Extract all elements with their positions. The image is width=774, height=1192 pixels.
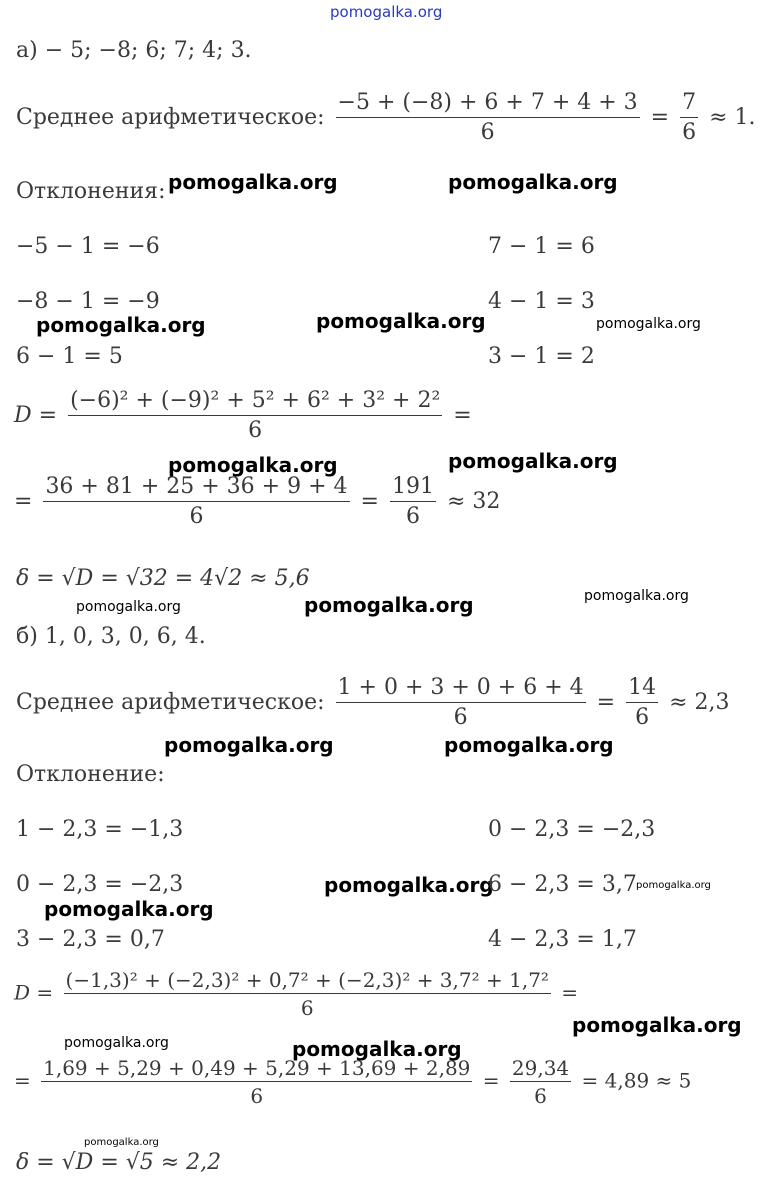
equals-sign: = — [561, 980, 579, 1005]
variance-sum-fraction — [43, 476, 349, 528]
watermark: pomogalka.org — [304, 593, 474, 617]
part-a-variance — [14, 390, 472, 442]
watermark: pomogalka.org — [636, 880, 711, 891]
fraction-denominator: 6 — [682, 120, 697, 145]
mean-result-fraction — [626, 677, 658, 729]
dev-left-0: 1 − 2,3 = −1,3 — [16, 817, 184, 842]
watermark: pomogalka.org — [448, 449, 618, 473]
fraction-denominator: 6 — [480, 120, 495, 145]
equals-sign: = — [453, 403, 472, 428]
dev-right-0: 0 − 2,3 = −2,3 — [488, 817, 656, 842]
equals-sign: = — [482, 1068, 500, 1093]
variance-symbol: D — [14, 403, 32, 428]
fraction-denominator: 6 — [635, 705, 650, 730]
watermark: pomogalka.org — [324, 873, 494, 897]
part-b-std-dev: δ = √D = √5 ≈ 2,2 — [16, 1150, 222, 1175]
equals-sign: = — [14, 489, 33, 514]
dev-right-2: 3 − 1 = 2 — [488, 344, 595, 369]
dev-left-2: 6 − 1 = 5 — [16, 344, 123, 369]
fraction-denominator: 6 — [405, 504, 420, 529]
variance-sum-fraction — [41, 1058, 472, 1106]
variance-result-fraction — [510, 1058, 571, 1106]
watermark: pomogalka.org — [316, 309, 486, 333]
mean-label: Среднее арифметическое: — [16, 105, 325, 130]
part-a-mean — [16, 92, 756, 144]
watermark: pomogalka.org — [572, 1013, 742, 1037]
fraction-denominator: 6 — [250, 1084, 264, 1108]
approx-result: ≈ 2,3 — [669, 690, 730, 715]
equals-sign: = — [36, 980, 54, 1005]
fraction-numerator: 7 — [680, 92, 698, 118]
equals-sign: = — [650, 105, 670, 130]
equals-sign: = — [38, 403, 58, 428]
fraction-denominator: 6 — [248, 418, 263, 443]
watermark: pomogalka.org — [168, 170, 338, 194]
fraction-numerator: −5 + (−8) + 6 + 7 + 4 + 3 — [336, 92, 640, 118]
fraction-denominator: 6 — [453, 705, 468, 730]
equals-sign: = — [360, 489, 379, 514]
dev-left-0: −5 − 1 = −6 — [16, 234, 160, 259]
watermark: pomogalka.org — [292, 1037, 462, 1061]
fraction-numerator: 1 + 0 + 3 + 0 + 6 + 4 — [336, 677, 586, 703]
dev-right-0: 7 − 1 = 6 — [488, 234, 595, 259]
dev-left-1: 0 − 2,3 = −2,3 — [16, 872, 184, 897]
mean-fraction — [336, 92, 640, 144]
watermark: pomogalka.org — [164, 733, 334, 757]
dev-left-1: −8 − 1 = −9 — [16, 289, 160, 314]
mean-label: Среднее арифметическое: — [16, 690, 325, 715]
part-a-variance-step — [14, 476, 500, 528]
dev-right-1: 6 − 2,3 = 3,7 — [488, 872, 637, 897]
dev-right-1: 4 − 1 = 3 — [488, 289, 595, 314]
watermark: pomogalka.org — [64, 1035, 169, 1051]
part-b-dev-label: Отклонение: — [16, 762, 165, 787]
dev-right-2: 4 − 2,3 = 1,7 — [488, 927, 637, 952]
dev-left-2: 3 − 2,3 = 0,7 — [16, 927, 165, 952]
variance-symbol: D — [14, 980, 31, 1005]
watermark: pomogalka.org — [448, 170, 618, 194]
mean-fraction — [336, 677, 586, 729]
watermark: pomogalka.org — [596, 316, 701, 332]
watermark: pomogalka.org — [84, 1137, 159, 1148]
approx-result: ≈ 1. — [709, 105, 756, 130]
fraction-numerator: 191 — [390, 476, 436, 502]
part-b-variance-step — [14, 1058, 691, 1106]
part-a-std-dev: δ = √D = √32 = 4√2 ≈ 5,6 — [16, 566, 310, 591]
part-b-variance — [14, 970, 578, 1018]
variance-fraction — [64, 970, 551, 1018]
fraction-numerator: (−6)² + (−9)² + 5² + 6² + 3² + 2² — [68, 390, 442, 416]
part-a-dev-label: Отклонения: — [16, 179, 166, 204]
approx-result: ≈ 32 — [446, 489, 501, 514]
mean-result-fraction — [680, 92, 698, 144]
fraction-numerator: 36 + 81 + 25 + 36 + 9 + 4 — [43, 476, 349, 502]
watermark: pomogalka.org — [168, 453, 338, 477]
part-b-mean — [16, 677, 730, 729]
fraction-numerator: (−1,3)² + (−2,3)² + 0,7² + (−2,3)² + 3,7² + 1,7² — [65, 968, 549, 992]
fraction-numerator: 1,69 + 5,29 + 0,49 + 5,29 + 13,69 + 2,89 — [43, 1056, 471, 1080]
watermark: pomogalka.org — [444, 733, 614, 757]
fraction-denominator: 6 — [189, 504, 204, 529]
fraction-denominator: 6 — [300, 996, 314, 1020]
part-b-data: б) 1, 0, 3, 0, 6, 4. — [16, 624, 206, 649]
watermark: pomogalka.org — [584, 588, 689, 604]
fraction-numerator: 29,34 — [511, 1056, 570, 1080]
watermark: pomogalka.org — [36, 313, 206, 337]
watermark: pomogalka.org — [44, 897, 214, 921]
fraction-numerator: 14 — [626, 677, 658, 703]
equals-sign: = — [596, 690, 616, 715]
part-a-data: а) − 5; −8; 6; 7; 4; 3. — [16, 38, 252, 63]
variance-result-fraction — [390, 476, 436, 528]
approx-result: = 4,89 ≈ 5 — [581, 1068, 692, 1093]
watermark-top: pomogalka.org — [330, 3, 443, 21]
watermark: pomogalka.org — [76, 599, 181, 615]
fraction-denominator: 6 — [534, 1084, 547, 1108]
variance-fraction — [68, 390, 442, 442]
equals-sign: = — [14, 1068, 31, 1093]
